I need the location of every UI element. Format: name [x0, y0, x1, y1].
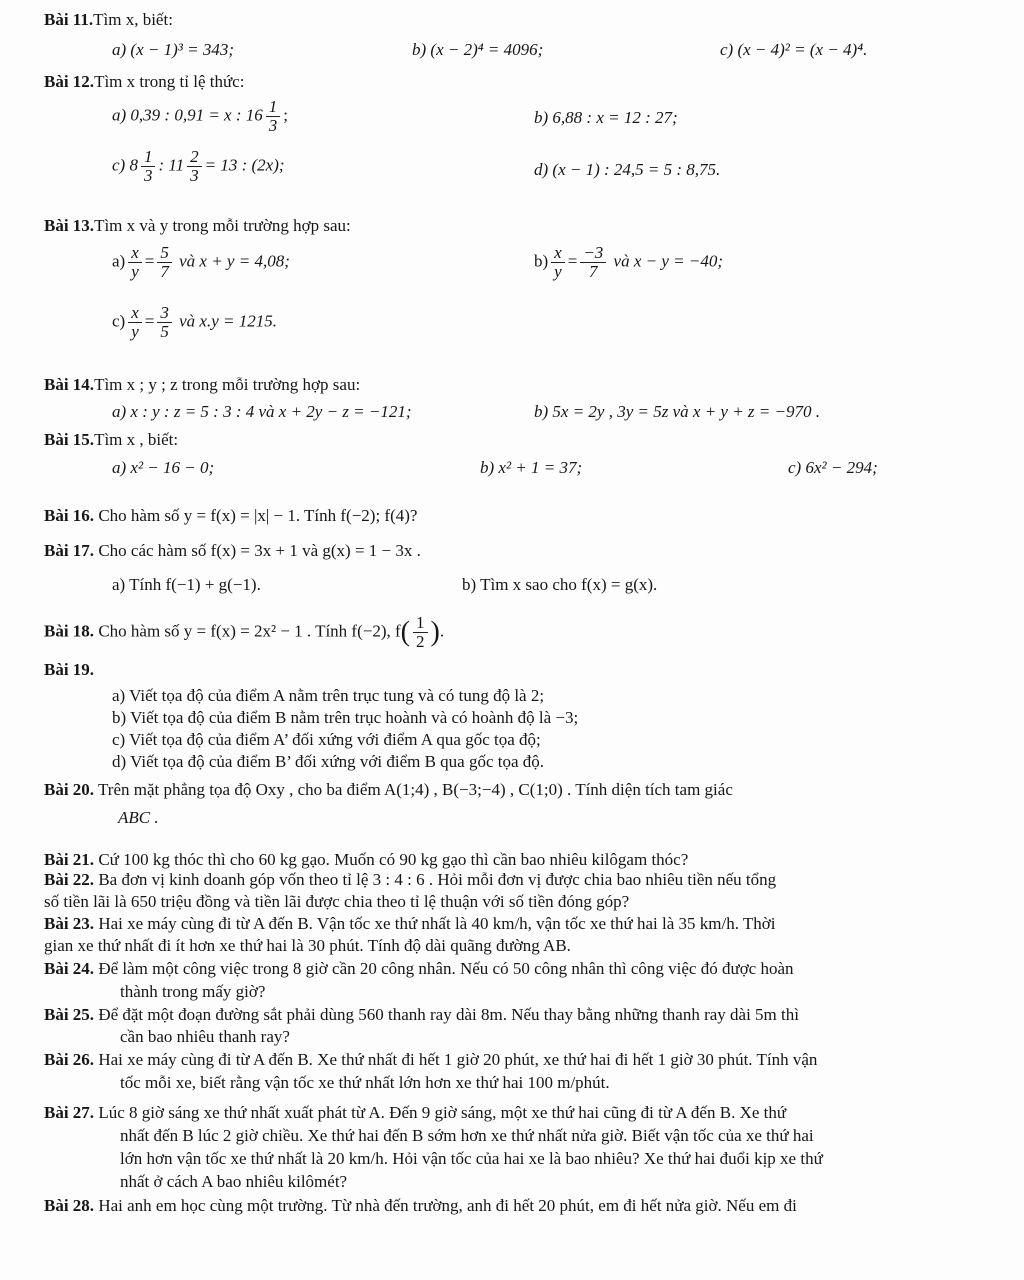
problem-12c-fraction-1: $\frac{1}{3}$: [141, 148, 156, 185]
problem-24-cont: thành trong mấy giờ?: [120, 982, 266, 1001]
problem-17b: b) Tìm x sao cho f(x) = g(x).: [462, 575, 658, 594]
problem-11-heading: [44, 10, 173, 31]
problem-11-title: Bài 11.: [44, 10, 94, 29]
problem-24: Bài 24. Để làm một công việc trong 8 giờ cần 20 công nhân. Nếu có 50 công nhân thì công việc đó được hoàn: [44, 959, 794, 978]
problem-13a: a) $\frac{x}{y}$ = $\frac{5}{7}$ và x + y = 4,08;: [112, 243, 290, 281]
problem-22-cont: số tiền lãi là 650 triệu đồng và tiền lãi được chia theo tỉ lệ thuận với số tiền đóng góp?: [44, 892, 630, 911]
problem-15c: c) 6x² − 294;: [788, 458, 878, 477]
problem-23: Bài 23. Hai xe máy cùng đi từ A đến B. Vận tốc xe thứ nhất là 40 km/h, vận tốc xe thứ hai là 35 km/h. Thời: [44, 914, 776, 933]
problem-11-prompt: Tìm x, biết:: [93, 10, 173, 29]
problem-13-prompt: Tìm x và y trong mỗi trường hợp sau:: [94, 216, 351, 235]
problem-19d: d) Viết tọa độ của điểm B’ đối xứng với điểm B qua gốc tọa độ.: [112, 752, 545, 771]
problem-17: [44, 541, 421, 562]
problem-23-title: Bài 23.: [44, 914, 95, 933]
problem-27-title: Bài 27.: [44, 1103, 95, 1122]
problem-21: Bài 21. Cứ 100 kg thóc thì cho 60 kg gạo. Muốn có 90 kg gạo thì cần bao nhiêu kilôgam thóc?: [44, 850, 689, 869]
problem-12-heading: [44, 72, 244, 93]
problem-15-prompt: Tìm x , biết:: [94, 430, 179, 449]
problem-16: [44, 506, 417, 527]
problem-12a-fraction: $\frac{1}{3}$: [266, 98, 281, 135]
fraction-value: $\frac{5}{7}$: [157, 244, 172, 281]
problem-19-title: Bài 19.: [44, 660, 95, 679]
problem-17-title: Bài 17.: [44, 541, 95, 560]
fraction-x-over-y: $\frac{x}{y}$: [128, 304, 142, 341]
fraction-x-over-y: $\frac{x}{y}$: [128, 244, 142, 281]
problem-12a-text: a) 0,39 : 0,91 = x : 16: [112, 105, 263, 125]
problem-19b: b) Viết tọa độ của điểm B nằm trên trục hoành và có hoành độ là −3;: [112, 708, 579, 727]
problem-13-title: Bài 13.: [44, 216, 95, 235]
problem-12d: d) (x − 1) : 24,5 = 5 : 8,75.: [534, 160, 721, 179]
problem-14-prompt: Tìm x ; y ; z trong mỗi trường hợp sau:: [94, 375, 361, 394]
problem-12c: c) 8 $\frac{1}{3}$ : 11 $\frac{2}{3}$ = 13 : (2x);: [112, 147, 285, 185]
problem-27-cont-1: nhất đến B lúc 2 giờ chiều. Xe thứ hai đến B sớm hơn xe thứ nhất nửa giờ. Biết vận tốc của xe thứ hai: [120, 1126, 814, 1145]
problem-13-heading: [44, 216, 351, 237]
problem-11b: b) (x − 2)⁴ = 4096;: [412, 40, 544, 59]
problem-18-title: Bài 18.: [44, 621, 95, 641]
problem-17a: a) Tính f(−1) + g(−1).: [112, 575, 261, 594]
problem-11a: a) (x − 1)³ = 343;: [112, 40, 234, 59]
problem-12a: a) 0,39 : 0,91 = x : 16 $\frac{1}{3}$ ;: [112, 97, 288, 135]
problem-25: Bài 25. Để đặt một đoạn đường sắt phải dùng 560 thanh ray dài 8m. Nếu thay bằng những thanh ray dài 5m thì: [44, 1005, 799, 1024]
fraction-value: $\frac{-3}{7}$: [580, 244, 606, 281]
problem-26-title: Bài 26.: [44, 1050, 95, 1069]
problem-14-heading: [44, 375, 360, 396]
problem-24-title: Bài 24.: [44, 959, 95, 978]
problem-12-title: Bài 12.: [44, 72, 95, 91]
problem-19a: a) Viết tọa độ của điểm A nằm trên trục tung và có tung độ là 2;: [112, 686, 545, 705]
fraction-value: $\frac{3}{5}$: [157, 304, 172, 341]
problem-11c: c) (x − 4)² = (x − 4)⁴.: [720, 40, 868, 59]
problem-25-cont: cần bao nhiêu thanh ray?: [120, 1027, 290, 1046]
problem-18: Bài 18. Cho hàm số y = f(x) = 2x² − 1 . Tính f(−2), f( $\frac{1}{2}$ ).: [44, 613, 445, 651]
problem-16-title: Bài 16.: [44, 506, 95, 525]
problem-15a: a) x² − 16 − 0;: [112, 458, 215, 477]
problem-17-text: Cho các hàm số f(x) = 3x + 1 và g(x) = 1 − 3x .: [98, 541, 421, 560]
problem-26: Bài 26. Hai xe máy cùng đi từ A đến B. Xe thứ nhất đi hết 1 giờ 20 phút, xe thứ hai đi hết 1 giờ 30 phút. Tính vận: [44, 1050, 818, 1069]
problem-27-cont-3: nhất ở cách A bao nhiêu kilômét?: [120, 1172, 348, 1191]
problem-27: Bài 27. Lúc 8 giờ sáng xe thứ nhất xuất phát từ A. Đến 9 giờ sáng, một xe thứ hai cũng đi từ A đến B. Xe thứ: [44, 1103, 787, 1122]
problem-28-title: Bài 28.: [44, 1196, 95, 1215]
problem-12c-fraction-2: $\frac{2}{3}$: [187, 148, 202, 185]
problem-23-cont: gian xe thứ nhất đi ít hơn xe thứ hai là 30 phút. Tính độ dài quãng đường AB.: [44, 936, 571, 955]
problem-28: Bài 28. Hai anh em học cùng một trường. Từ nhà đến trường, anh đi hết 20 phút, em đi hết nửa giờ. Nếu em đi: [44, 1196, 797, 1215]
problem-27-cont-2: lớn hơn vận tốc xe thứ nhất là 20 km/h. Hỏi vận tốc của hai xe là bao nhiêu? Xe thứ hai đuổi kịp xe thứ: [120, 1149, 823, 1168]
problem-14b: b) 5x = 2y , 3y = 5z và x + y + z = −970 .: [534, 402, 820, 421]
problem-18-fraction: $\frac{1}{2}$: [413, 614, 428, 651]
problem-14a: a) x : y : z = 5 : 3 : 4 và x + 2y − z = −121;: [112, 402, 412, 421]
problem-12b: b) 6,88 : x = 12 : 27;: [534, 108, 678, 127]
problem-13b: b) $\frac{x}{y}$ = $\frac{-3}{7}$ và x − y = −40;: [534, 243, 724, 281]
problem-15-heading: [44, 430, 178, 451]
problem-15-title: Bài 15.: [44, 430, 95, 449]
problem-25-title: Bài 25.: [44, 1005, 95, 1024]
problem-20: Bài 20. Trên mặt phẳng tọa độ Oxy , cho ba điểm A(1;4) , B(−3;−4) , C(1;0) . Tính diện tích tam giác: [44, 780, 733, 799]
problem-22-title: Bài 22.: [44, 870, 95, 889]
problem-13c: c) $\frac{x}{y}$ = $\frac{3}{5}$ và x.y = 1215.: [112, 303, 277, 341]
problem-20-title: Bài 20.: [44, 780, 95, 799]
problem-21-title: Bài 21.: [44, 850, 95, 869]
problem-12-prompt: Tìm x trong tỉ lệ thức:: [94, 72, 245, 91]
problem-15b: b) x² + 1 = 37;: [480, 458, 583, 477]
fraction-x-over-y: $\frac{x}{y}$: [551, 244, 565, 281]
problem-26-cont: tốc mỗi xe, biết rằng vận tốc xe thứ nhất lớn hơn xe thứ hai 100 m/phút.: [120, 1073, 610, 1092]
problem-16-text: Cho hàm số y = f(x) = |x| − 1. Tính f(−2); f(4)?: [98, 506, 418, 525]
problem-14-title: Bài 14.: [44, 375, 95, 394]
problem-20-cont: ABC .: [118, 808, 159, 827]
problem-19c: c) Viết tọa độ của điểm A’ đối xứng với điểm A qua gốc tọa độ;: [112, 730, 541, 749]
problem-22: Bài 22. Ba đơn vị kinh doanh góp vốn theo tỉ lệ 3 : 4 : 6 . Hỏi mỗi đơn vị được chia bao nhiêu tiền nếu tổng: [44, 870, 777, 889]
